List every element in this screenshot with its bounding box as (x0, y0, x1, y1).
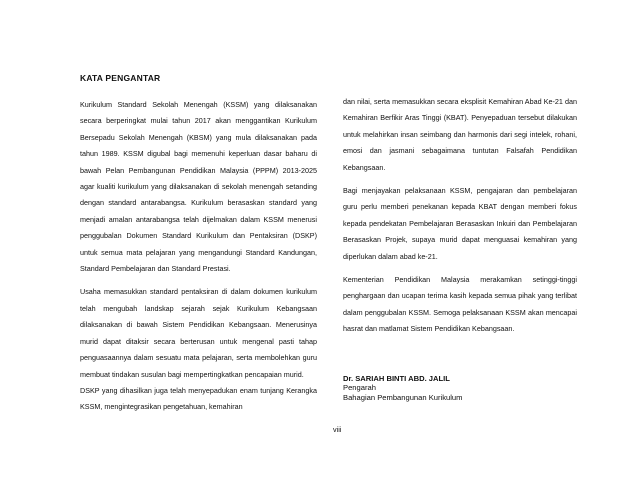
page-number: viii (333, 425, 342, 434)
signatory-name: Dr. SARIAH BINTI ABD. JALIL (343, 374, 450, 383)
paragraph: Bagi menjayakan pelaksanaan KSSM, pengajaran dan pembelajaran guru perlu memberi penekanan kepada KBAT dengan memberi fokus kepada pendekatan Pembelajaran Berasaskan Inkuiri dan Pembelajaran Berasaskan Projek, supaya murid dapat menguasai kemahiran yang diperlukan dalam abad ke-21. (343, 186, 577, 261)
page-heading: KATA PENGANTAR (80, 73, 161, 83)
signatory-title: Pengarah (343, 383, 376, 393)
left-column (80, 97, 317, 416)
paragraph: Usaha memasukkan standard pentaksiran di dalam dokumen kurikulum telah mengubah landskap sejarah sejak Kurikulum Kebangsaan dilaksanakan di bawah Sistem Pendidikan Kebangsaan. Menerusinya murid dapat ditaksir secara berterusan untuk mengenal pasti tahap penguasaannya dalam sesuatu mata pelajaran, serta membolehkan guru membuat tindakan susulan bagi mempertingkatkan pencapaian murid. (80, 287, 317, 379)
signature-block (343, 374, 462, 402)
paragraph: DSKP yang dihasilkan juga telah menyepadukan enam tunjang Kerangka KSSM, mengintegrasikan pengetahuan, kemahiran (80, 385, 317, 412)
signatory-department: Bahagian Pembangunan Kurikulum (343, 392, 463, 402)
paragraph: Kurikulum Standard Sekolah Menengah (KSSM) yang dilaksanakan secara berperingkat mulai tahun 2017 akan menggantikan Kurikulum Bersepadu Sekolah Menengah (KBSM) yang mula dilaksanakan pada tahun 1989. KSSM digubal bagi memenuhi keperluan dasar baharu di bawah Pelan Pembangunan Pendidikan Malaysia (PPPM) 2013-2025 agar kualiti kurikulum yang dilaksanakan di sekolah menengah setanding dengan standard antarabangsa. Kurikulum berasaskan standard yang menjadi amalan antarabangsa telah dijelmakan dalam KSSM menerusi penggubalan Dokumen Standard Kurikulum dan Pentaksiran (DSKP) untuk semua mata pelajaran yang mengandungi Standard Kandungan, Standard Pembelajaran dan Standard Prestasi. (80, 100, 317, 274)
right-column (343, 94, 577, 338)
paragraph: Kementerian Pendidikan Malaysia merakamkan setinggi-tinggi penghargaan dan ucapan terima kasih kepada semua pihak yang terlibat dalam penggubalan KSSM. Semoga pelaksanaan KSSM akan mencapai hasrat dan matlamat Sistem Pendidikan Kebangsaan. (343, 275, 577, 334)
paragraph: dan nilai, serta memasukkan secara eksplisit Kemahiran Abad Ke-21 dan Kemahiran Berfikir Aras Tinggi (KBAT). Penyepaduan tersebut dilakukan untuk melahirkan insan seimbang dan harmonis dari segi intelek, rohani, emosi dan jasmani sebagaimana tuntutan Falsafah Pendidikan Kebangsaan. (343, 97, 577, 172)
